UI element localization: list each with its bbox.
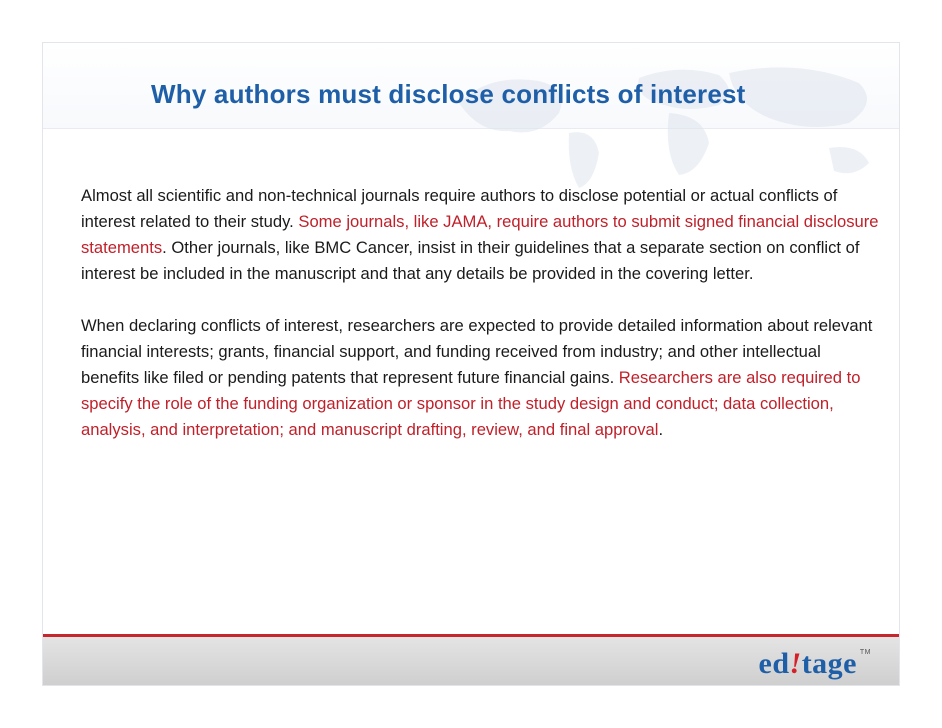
- paragraph-2-highlight: Researchers are also required to specify the role of the funding organization or sponsor in the study design and conduct; data collection, analysis, and interpretation; and manuscript drafting, review, and final approval: [81, 368, 861, 439]
- logo-exclamation: !: [789, 647, 802, 680]
- body-text: [81, 183, 881, 469]
- logo-text-start: ed: [758, 647, 790, 680]
- logo-text-end: tage: [801, 647, 857, 680]
- editage-logo: [758, 647, 871, 681]
- slide-title: Why authors must disclose conflicts of interest: [151, 79, 746, 109]
- trademark-mark: TM: [859, 649, 871, 656]
- footer-bar: [43, 637, 899, 685]
- paragraph-2-text: When declaring conflicts of interest, researchers are expected to provide detailed information about relevant financial interests; grants, financial support, and funding received from industry; and other intellectual benefits like filed or pending patents that represent future financial gains.: [81, 316, 873, 387]
- paragraph-1-text-end: . Other journals, like BMC Cancer, insist in their guidelines that a separate section on conflict of interest be included in the manuscript and that any details be provided in the covering letter.: [81, 238, 860, 283]
- world-map-watermark: [419, 43, 899, 193]
- paragraph-2: [81, 313, 881, 443]
- paragraph-1-text: Almost all scientific and non-technical journals require authors to disclose potential or actual conflicts of interest related to their study.: [81, 186, 838, 231]
- paragraph-1: [81, 183, 881, 287]
- slide: [42, 42, 900, 686]
- paragraph-1-highlight: Some journals, like JAMA, require authors to submit signed financial disclosure statements: [81, 212, 879, 257]
- paragraph-2-text-end: .: [658, 420, 664, 439]
